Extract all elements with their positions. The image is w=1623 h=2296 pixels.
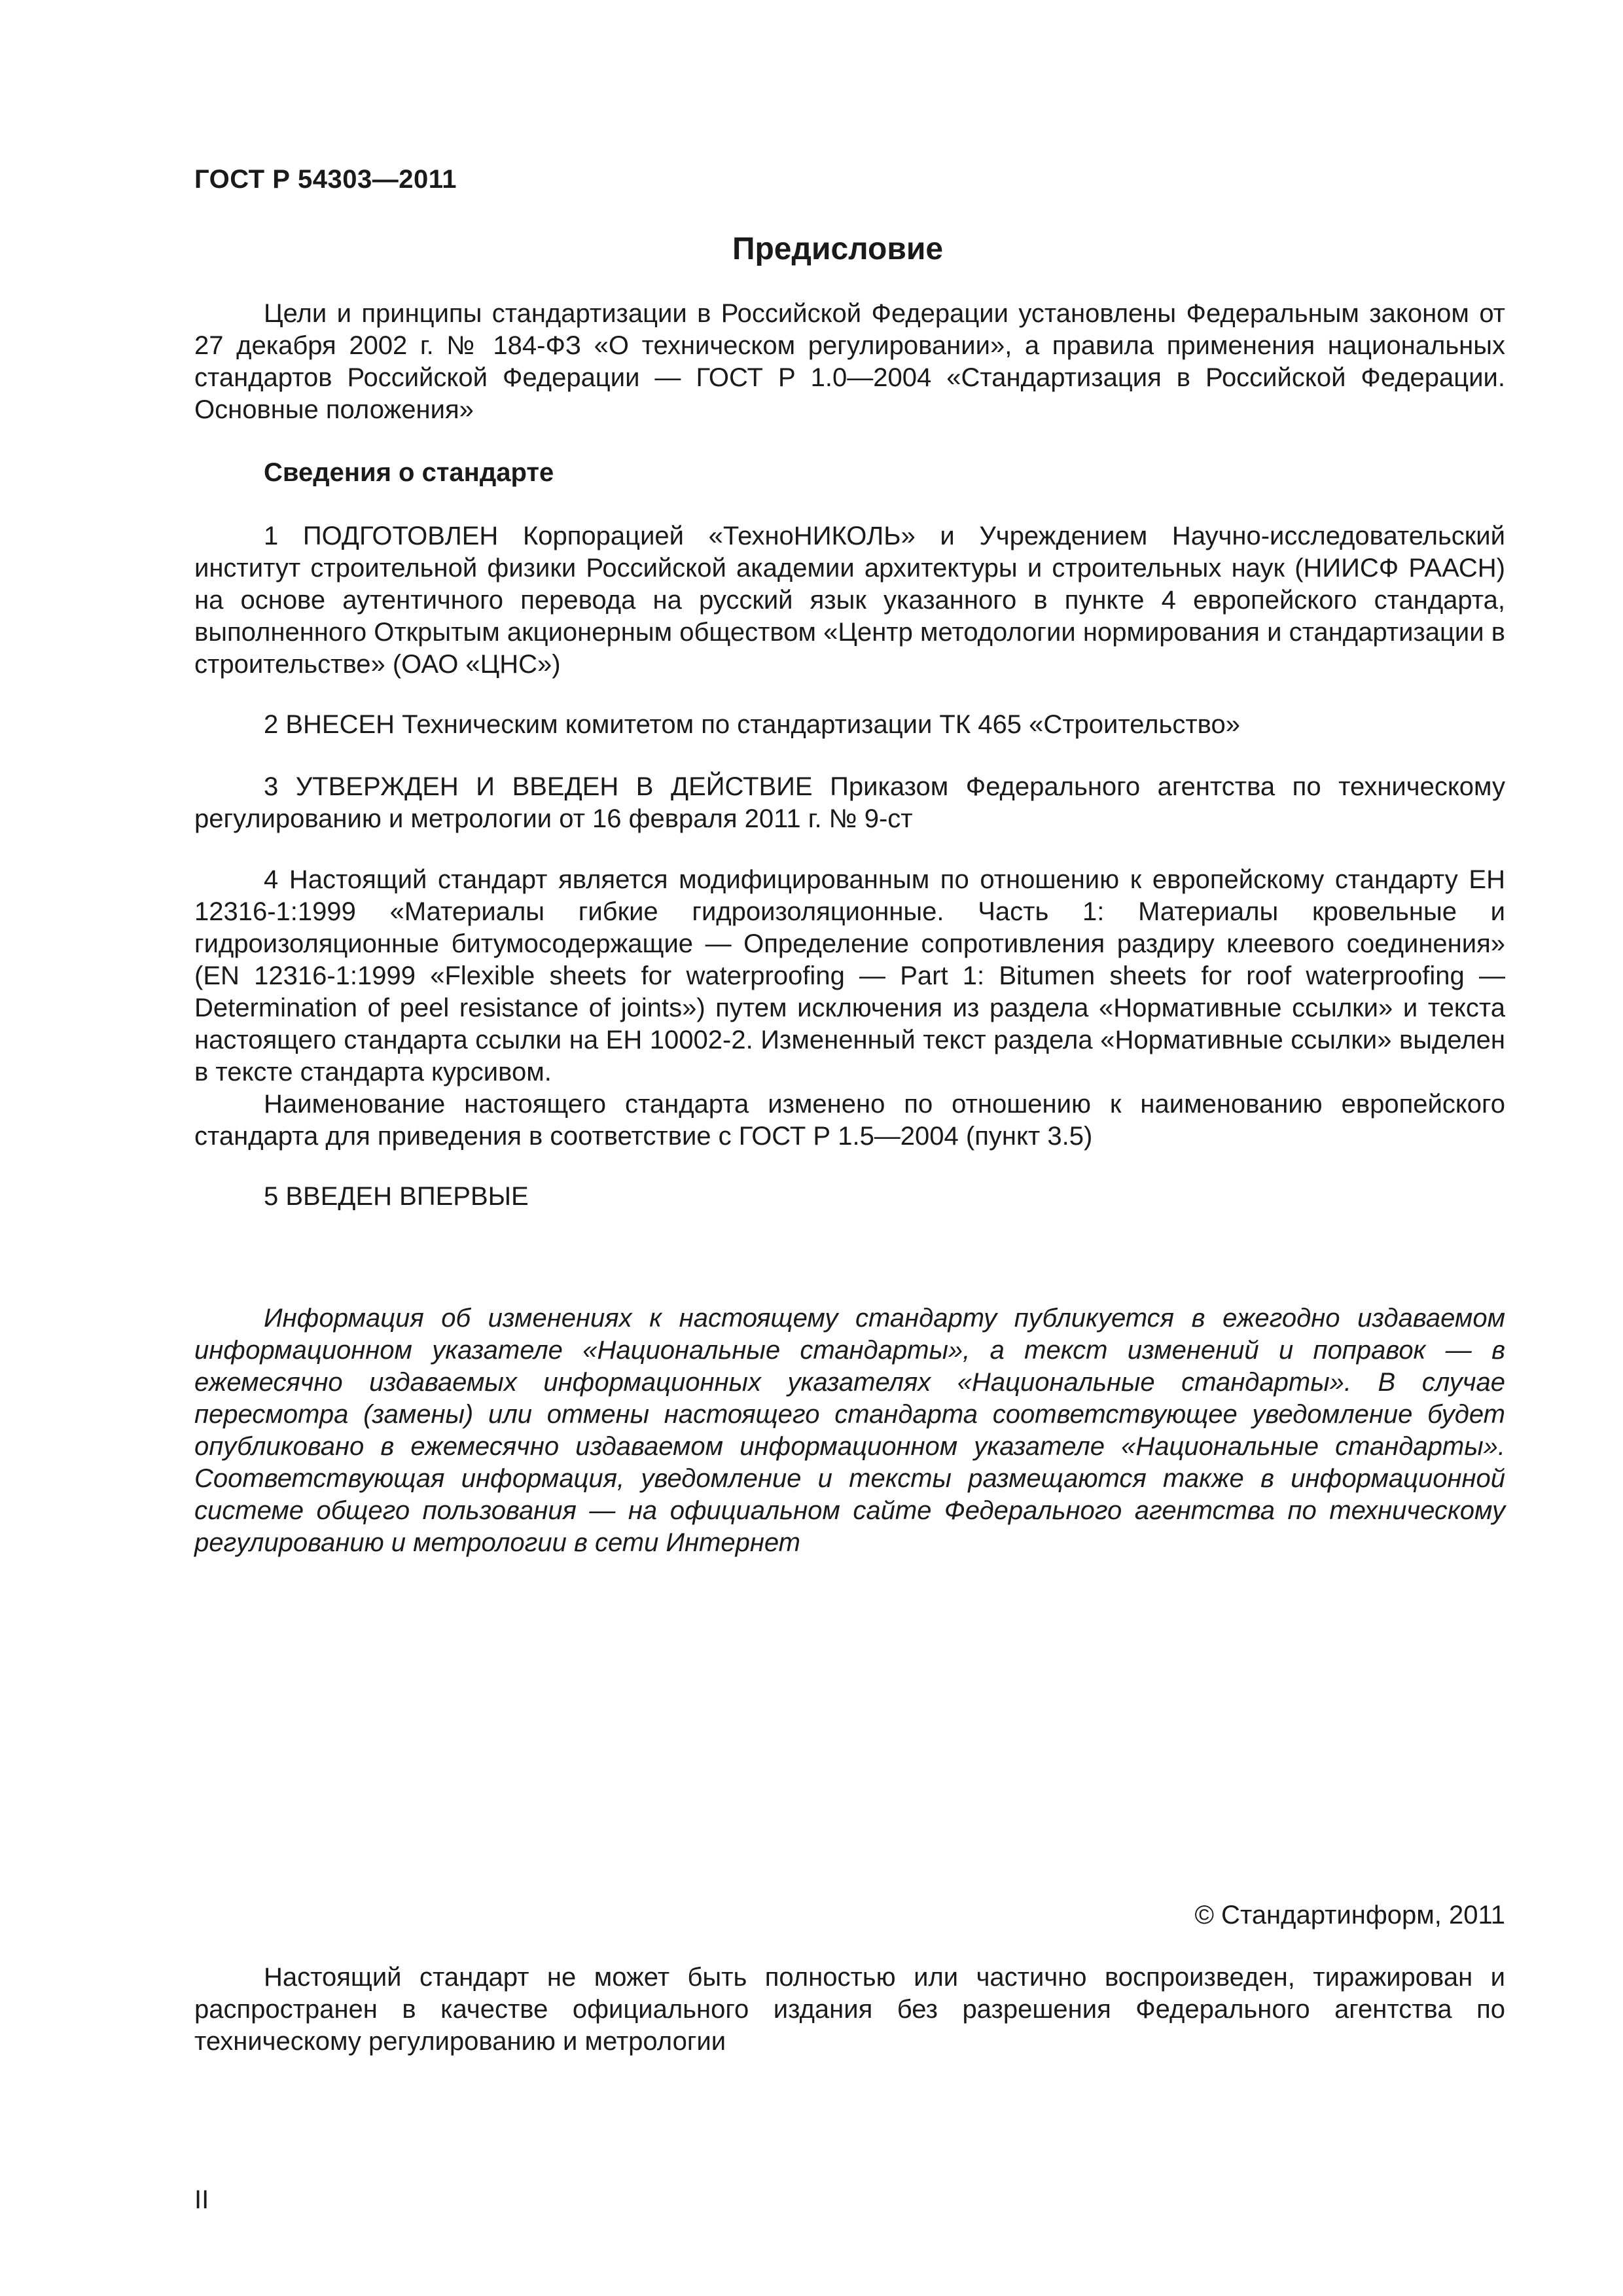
item-3-paragraph: 3 УТВЕРЖДЕН И ВВЕДЕН В ДЕЙСТВИЕ Приказом Федерального агентства по техническому регулированию и метрологии от 16 февраля 2011 г. № 9-ст xyxy=(194,772,1505,833)
page-title: Предисловие xyxy=(732,232,944,266)
item-4-paragraph: 4 Настоящий стандарт является модифицированным по отношению к европейскому стандарту ЕН 12316-1:1999 «Материалы гибкие гидроизоляционные. Часть 1: Материалы кровельные и гидроизоляционные битумосодержащие — Определение сопротивления раздиру клеевого соединения» (EN 12316-1:1999 «Flexible sheets for waterproofing — Part 1: Bitumen sheets for roof waterproofing — Determination of peel resistance of joints») путем исключения из раздела «Нормативные ссылки» и текста настоящего стандарта ссылки на ЕН 10002-2. Измененный текст раздела «Нормативные ссылки» выделен в тексте стандарта курсивом. xyxy=(194,865,1505,1086)
item-4-note-paragraph: Наименование настоящего стандарта изменено по отношению к наименованию европейского стандарта для приведения в соответствие с ГОСТ Р 1.5—2004 (пункт 3.5) xyxy=(194,1090,1505,1151)
document-code: ГОСТ Р 54303—2011 xyxy=(194,165,457,194)
item-2-paragraph: 2 ВНЕСЕН Техническим комитетом по стандартизации ТК 465 «Строительство» xyxy=(264,710,1240,739)
intro-paragraph: Цели и принципы стандартизации в Российской Федерации установлены Федеральным законом от 27 декабря 2002 г. № 184-ФЗ «О техническом регулировании», а правила применения национальных стандартов Российской Федерации — ГОСТ Р 1.0—2004 «Стандартизация в Российской Федерации. Основные положения» xyxy=(194,299,1505,424)
notice-paragraph: Информация об изменениях к настоящему стандарту публикуется в ежегодно издаваемом информационном указателе «Национальные стандарты», а текст изменений и поправок — в ежемесячно издаваемых информационных указателях «Национальные стандарты». В случае пересмотра (замены) или отмены настоящего стандарта соответствующее уведомление будет опубликовано в ежемесячно издаваемом информационном указателе «Национальные стандарты». Соответствующая информация, уведомление и тексты размещаются также в информационной системе общего пользования — на официальном сайте Федерального агентства по техническому регулированию и метрологии в сети Интернет xyxy=(194,1304,1505,1557)
item-5-paragraph: 5 ВВЕДЕН ВПЕРВЫЕ xyxy=(264,1182,529,1211)
restriction-paragraph: Настоящий стандарт не может быть полностью или частично воспроизведен, тиражирован и распространен в качестве официального издания без разрешения Федерального агентства по техническому регулированию и метрологии xyxy=(194,1963,1505,2056)
section-subheading: Сведения о стандарте xyxy=(264,458,554,487)
item-1-paragraph: 1 ПОДГОТОВЛЕН Корпорацией «ТехноНИКОЛЬ» и Учреждением Научно-исследовательский институт строительной физики Российской академии архитектуры и строительных наук (НИИСФ РААСН) на основе аутентичного перевода на русский язык указанного в пункте 4 европейского стандарта, выполненного Открытым акционерным обществом «Центр методологии нормирования и стандартизации в строительстве» (ОАО «ЦНС») xyxy=(194,522,1505,679)
page-number: II xyxy=(194,2185,209,2214)
copyright-line: © Стандартинформ, 2011 xyxy=(1194,1901,1505,1929)
